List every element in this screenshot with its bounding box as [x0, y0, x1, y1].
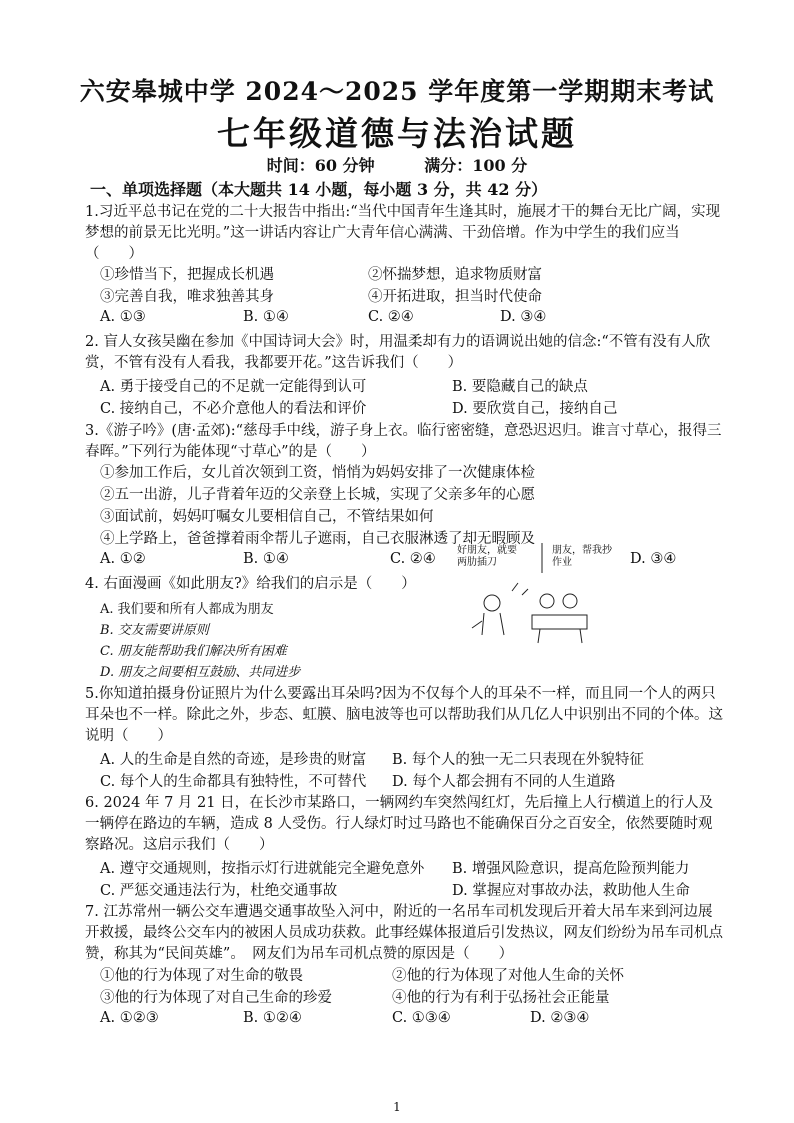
q2-option-d: D. 要欣赏自己，接纳自己 — [452, 401, 618, 417]
q7-statement-3: ③他的行为体现了对自己生命的珍爱 — [100, 990, 332, 1006]
q3-statement-2: ②五一出游，儿子背着年迈的父亲登上长城，实现了父亲多年的心愿 — [100, 487, 535, 503]
question-1-stem: 1.习近平总书记在党的二十大报告中指出:“当代中国青年生逢其时，施展才干的舞台无比广阔，实现梦想的前景无比光明。”这一讲话内容让广大青年信心满满、干劲倍增。作为中学生的我们应当（ ） — [85, 204, 721, 262]
q4-option-c: C. 朋友能帮助我们解决所有困难 — [100, 644, 287, 659]
q7-option-d: D. ②③④ — [530, 1010, 590, 1026]
q1-statement-1: ①珍惜当下，把握成长机遇 — [100, 267, 274, 283]
question-6-stem: 6. 2024 年 7 月 21 日，在长沙市某路口，一辆网约车突然闯红灯，先后撞上人行横道上的行人及一辆停在路边的车辆，造成 8 人受伤。行人绿灯时过马路也不能确保百分之百安全，依然要随时观察路况。这启示我们（ ） — [85, 795, 714, 853]
question-2-stem: 2. 盲人女孩吴幽在参加《中国诗词大会》时，用温柔却有力的语调说出她的信念:“不管有没有人欣赏，不管有没有人看我，我都要开花。”这告诉我们（ ） — [85, 334, 711, 371]
q7-statement-4: ④他的行为有利于弘扬社会正能量 — [392, 990, 610, 1006]
q3-option-c: C. ②④ — [390, 551, 436, 567]
exam-meta — [0, 153, 794, 176]
q7-statement-2: ②他的行为体现了对他人生命的关怀 — [392, 968, 624, 984]
q1-statement-4: ④开拓进取，担当时代使命 — [368, 289, 542, 305]
question-3-stem: 3.《游子吟》(唐·孟郊):“慈母手中线，游子身上衣。临行密密缝，意恐迟迟归。谁言寸草心，报得三春晖。”下列行为能体现“寸草心”的是（ ） — [85, 423, 722, 460]
q1-option-b: B. ①④ — [243, 309, 289, 325]
q1-option-a: A. ①③ — [100, 309, 146, 325]
q7-option-b: B. ①②④ — [243, 1010, 302, 1026]
q2-option-a: A. 勇于接受自己的不足就一定能得到认可 — [100, 379, 367, 395]
q6-option-a: A. 遵守交通规则，按指示灯行进就能完全避免意外 — [100, 861, 425, 877]
q3-statement-3: ③面试前，妈妈叮嘱女儿要相信自己，不管结果如何 — [100, 509, 434, 525]
exam-score: 满分：100 分 — [424, 156, 528, 175]
cartoon-bubble-2: 朋友，帮我抄作业 — [552, 545, 612, 568]
question-5-stem: 5.你知道拍摄身份证照片为什么要露出耳朵吗?因为不仅每个人的耳朵不一样，而且同一个人的两只耳朵也不一样。除此之外，步态、虹膜、脑电波等也可以帮助我们从几亿人中识别出不同的个体。这说明（ ） — [85, 686, 723, 744]
q1-statement-2: ②怀揣梦想，追求物质财富 — [368, 267, 542, 283]
page-number: 1 — [393, 1100, 401, 1114]
q1-option-c: C. ②④ — [368, 309, 414, 325]
q1-statement-3: ③完善自我，唯求独善其身 — [100, 289, 274, 305]
q5-option-d: D. 每个人都会拥有不同的人生道路 — [392, 774, 616, 790]
cartoon-bubble-1: 好朋友，就要两肋插刀 — [457, 545, 517, 568]
q4-option-b: B. 交友需要讲原则 — [100, 623, 209, 638]
cartoon-illustration — [452, 543, 627, 653]
section-heading: 一、单项选择题（本大题共 14 小题，每小题 3 分，共 42 分） — [90, 180, 548, 199]
q6-option-d: D. 掌握应对事故办法，救助他人生命 — [452, 883, 690, 899]
q3-option-b: B. ①④ — [243, 551, 289, 567]
q6-option-c: C. 严惩交通违法行为，杜绝交通事故 — [100, 883, 338, 899]
q2-option-c: C. 接纳自己，不必介意他人的看法和评价 — [100, 401, 367, 417]
question-4-stem: 4. 右面漫画《如此朋友?》给我们的启示是（ ） — [85, 576, 416, 592]
exam-title: 六安皋城中学 2024～2025 学年度第一学期期末考试 — [79, 77, 715, 106]
q3-statement-1: ①参加工作后，女儿首次领到工资，悄悄为妈妈安排了一次健康体检 — [100, 465, 535, 481]
q5-option-b: B. 每个人的独一无二只表现在外貌特征 — [392, 752, 644, 768]
q7-option-c: C. ①③④ — [392, 1010, 451, 1026]
q3-option-a: A. ①② — [100, 551, 146, 567]
q3-option-d: D. ③④ — [630, 551, 677, 567]
q6-option-b: B. 增强风险意识，提高危险预判能力 — [452, 861, 690, 877]
exam-time: 时间：60 分钟 — [266, 156, 375, 175]
cartoon-drawing — [452, 543, 627, 653]
q1-option-d: D. ③④ — [500, 309, 547, 325]
q7-option-a: A. ①②③ — [100, 1010, 159, 1026]
q4-option-a: A. 我们要和所有人都成为朋友 — [100, 602, 274, 617]
q7-statement-1: ①他的行为体现了对生命的敬畏 — [100, 968, 303, 984]
q2-option-b: B. 要隐藏自己的缺点 — [452, 379, 588, 395]
q5-option-c: C. 每个人的生命都具有独特性，不可替代 — [100, 774, 367, 790]
q4-option-d: D. 朋友之间要相互鼓励、共同进步 — [100, 665, 301, 680]
question-7-stem: 7. 江苏常州一辆公交车遭遇交通事故坠入河中，附近的一名吊车司机发现后开着大吊车来到河边展开救援，最终公交车内的被困人员成功获救。此事经媒体报道后引发热议，网友们纷纷为吊车司机点赞，称其为“民间英雄”。 网友们为吊车司机点赞的原因是（ ） — [85, 904, 723, 962]
q5-option-a: A. 人的生命是自然的奇迹，是珍贵的财富 — [100, 752, 367, 768]
exam-subject-title: 七年级道德与法治试题 — [217, 114, 577, 153]
q3-statement-4: ④上学路上，爸爸撑着雨伞帮儿子遮雨，自己衣服淋透了却无暇顾及 — [100, 531, 535, 547]
